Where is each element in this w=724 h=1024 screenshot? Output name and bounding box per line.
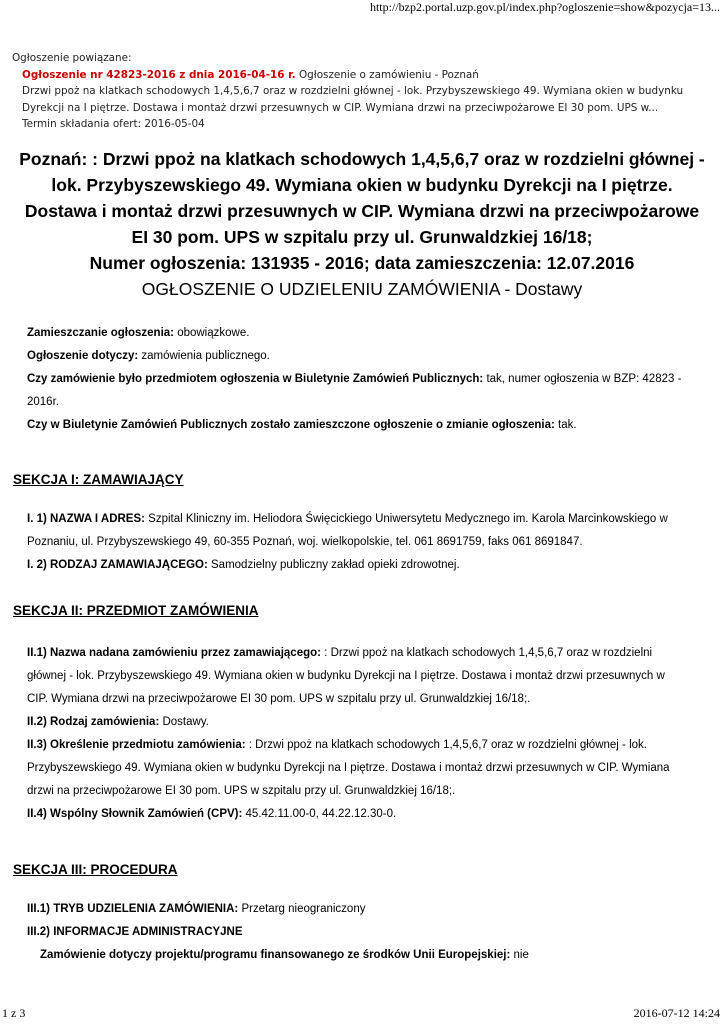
section1-body — [27, 508, 717, 577]
bzp-row-cont: 2016r. — [27, 396, 59, 408]
title-line1: Poznań: : Drzwi ppoż na klatkach schodowych 1,4,5,6,7 oraz w rozdzielni głównej - — [19, 149, 705, 169]
concerns-row — [27, 345, 717, 368]
s2-cpv-label: II.4) Wspólny Słownik Zamówień (CPV): — [27, 808, 243, 820]
s2-cpv-value: 45.42.11.00-0, 44.22.12.30-0. — [242, 808, 397, 820]
s2-desc-value: : Drzwi ppoż na klatkach schodowych 1,4,5,6,7 oraz w rozdzielni głównej - lok. — [245, 739, 647, 751]
print-datetime: 2016-07-12 14:24 — [633, 1006, 720, 1020]
title-line4: EI 30 pom. UPS w szpitalu przy ul. Grunwaldzkiej 16/18; — [131, 227, 593, 247]
related-desc-line2: Dyrekcji na I piętrze. Dostawa i montaż drzwi przesuwnych w CIP. Wymiana drzwi na przeciwpożarowe EI 30 pom. UPS w... — [22, 101, 659, 114]
section3-body — [27, 898, 717, 967]
section1-heading: SEKCJA I: ZAMAWIAJĄCY — [13, 472, 184, 487]
s2-kind-label: II.2) Rodzaj zamówienia: — [27, 716, 160, 728]
section3-heading: SEKCJA III: PROCEDURA — [13, 862, 178, 877]
s2-kind-row — [27, 711, 717, 734]
bzp-value: tak, numer ogłoszenia w BZP: 42823 - — [483, 373, 682, 385]
s3-eu-value: nie — [510, 949, 529, 961]
change-value: tak. — [554, 419, 577, 431]
page-number: 1 z 3 — [2, 1006, 26, 1020]
s1-name-row — [27, 508, 717, 531]
s1-type-label: I. 2) RODZAJ ZAMAWIAJĄCEGO: — [27, 559, 208, 571]
section2-heading: SEKCJA II: PRZEDMIOT ZAMÓWIENIA — [13, 603, 259, 618]
related-link-line — [12, 67, 712, 84]
related-notice-link[interactable]: Ogłoszenie nr 42823-2016 z dnia 2016-04-16 r. — [22, 68, 296, 81]
placement-row — [27, 322, 717, 345]
s2-desc-label: II.3) Określenie przedmiotu zamówienia: — [27, 739, 246, 751]
placement-label: Zamieszczanie ogłoszenia: — [27, 327, 174, 339]
s3-mode-value: Przetarg nieograniczony — [238, 903, 366, 915]
notice-info — [27, 322, 717, 437]
s1-type-row — [27, 554, 717, 577]
s2-desc-row-2: Przybyszewskiego 49. Wymiana okien w budynku Dyrekcji na I piętrze. Dostawa i montaż drzwi przesuwnych w CIP. Wymiana — [27, 762, 670, 774]
related-link-suffix: Ogłoszenie o zamówieniu - Poznań — [295, 68, 479, 81]
bzp-label: Czy zamówienie było przedmiotem ogłoszenia w Biuletynie Zamówień Publicznych: — [27, 373, 484, 385]
title-line2: lok. Przybyszewskiego 49. Wymiana okien w budynku Dyrekcji na I piętrze. — [51, 175, 673, 195]
s3-eu-label: Zamówienie dotyczy projektu/programu finansowanego ze środków Unii Europejskiej: — [40, 949, 511, 961]
section2-body — [27, 642, 717, 826]
s1-name-row-cont: Poznaniu, ul. Przybyszewskiego 49, 60-355 Poznań, woj. wielkopolskie, tel. 061 8691759, faks 061 8691847. — [27, 536, 583, 548]
s3-mode-row — [27, 898, 717, 921]
title-line3: Dostawa i montaż drzwi przesuwnych w CIP. Wymiana drzwi na przeciwpożarowe — [24, 201, 700, 221]
related-desc-line1: Drzwi ppoż na klatkach schodowych 1,4,5,6,7 oraz w rozdzielni głównej - lok. Przybyszewskiego 49. Wymiana okien w budynku — [22, 85, 684, 97]
title-line5: Numer ogłoszenia: 131935 - 2016; data zamieszczenia: 12.07.2016 — [89, 253, 635, 273]
change-row — [27, 414, 717, 437]
change-label: Czy w Biuletynie Zamówień Publicznych zostało zamieszczone ogłoszenie o zmianie ogłoszenia: — [27, 419, 555, 431]
s2-name-row — [27, 642, 717, 665]
concerns-value: zamówienia publicznego. — [138, 350, 270, 362]
concerns-label: Ogłoszenie dotyczy: — [27, 350, 139, 362]
s1-name-value: Szpital Kliniczny im. Heliodora Święcickiego Uniwersytetu Medycznego im. Karola Marcinkowskiego w — [144, 513, 668, 525]
related-notice — [12, 50, 712, 133]
s2-name-row-3: CIP. Wymiana drzwi na przeciwpożarowe EI 30 pom. UPS w szpitalu przy ul. Grunwaldzkiej 16/18;. — [27, 693, 531, 705]
bzp-row — [27, 368, 717, 391]
related-label: Ogłoszenie powiązane: — [12, 52, 132, 64]
s2-cpv-row — [27, 803, 717, 826]
s2-name-row-2: głównej - lok. Przybyszewskiego 49. Wymiana okien w budynku Dyrekcji na I piętrze. Dostawa i montaż drzwi przesuwnych w — [27, 670, 665, 682]
s1-name-label: I. 1) NAZWA I ADRES: — [27, 513, 145, 525]
s2-kind-value: Dostawy. — [159, 716, 209, 728]
s3-eu-row — [27, 944, 717, 967]
s2-name-value: : Drzwi ppoż na klatkach schodowych 1,4,5,6,7 oraz w rozdzielni — [320, 647, 653, 659]
s3-admin-label: III.2) INFORMACJE ADMINISTRACYJNE — [27, 926, 243, 938]
s2-desc-row-3: drzwi na przeciwpożarowe EI 30 pom. UPS w szpitalu przy ul. Grunwaldzkiej 16/18;. — [27, 785, 456, 797]
placement-value: obowiązkowe. — [174, 327, 250, 339]
s2-name-label: II.1) Nazwa nadana zamówieniu przez zamawiającego: — [27, 647, 321, 659]
s1-type-value: Samodzielny publiczny zakład opieki zdrowotnej. — [207, 559, 460, 571]
related-deadline: Termin składania ofert: 2016-05-04 — [22, 118, 205, 130]
s3-mode-label: III.1) TRYB UDZIELENIA ZAMÓWIENIA: — [27, 903, 239, 915]
notice-title — [14, 146, 710, 302]
header-url: http://bzp2.portal.uzp.gov.pl/index.php?ogloszenie=show&pozycja=13... — [369, 0, 720, 14]
title-line6: OGŁOSZENIE O UDZIELENIU ZAMÓWIENIA - Dostawy — [141, 279, 583, 299]
s2-desc-row — [27, 734, 717, 757]
